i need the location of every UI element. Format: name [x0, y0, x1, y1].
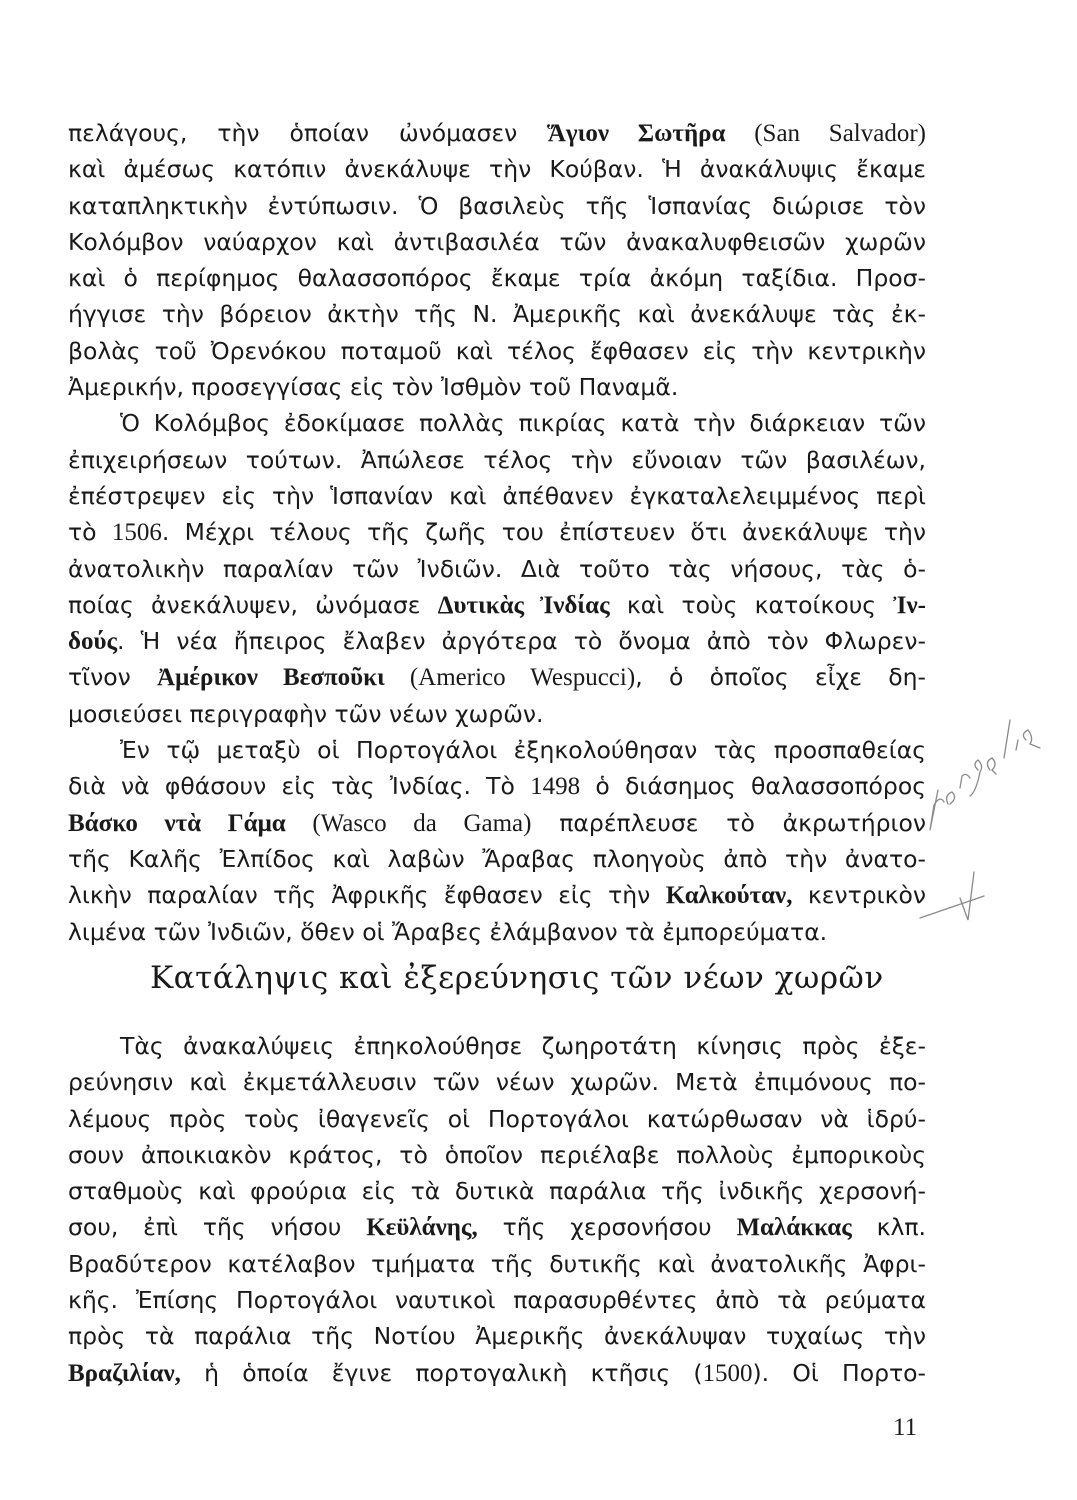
- text-line: λιμένα τῶν Ἰνδιῶν, ὅθεν οἱ Ἄραβες ἐλάμβανον τὰ ἐμπορεύματα.: [68, 917, 828, 946]
- text-line: λικὴν παραλίαν τῆς Ἀφρικῆς ἔφθασεν εἰς τὴν Καλκούταν, κεντρικὸν: [68, 881, 926, 910]
- text-line: καὶ ἀμέσως κατόπιν ἀνεκάλυψε τὴν Κούβαν. Ἡ ἀνακάλυψις ἔκαμε: [68, 155, 926, 184]
- text-line: Τὰς ἀνακαλύψεις ἐπηκολούθησε ζωηροτάτη κίνησις πρὸς ἐξε-: [120, 1032, 926, 1060]
- text-line: λέμους πρὸς τοὺς ἰθαγενεῖς οἱ Πορτογάλοι κατώρθωσαν νὰ ἱδρύ-: [68, 1104, 926, 1133]
- text-line: διὰ νὰ φθάσουν εἰς τὰς Ἰνδίας. Τὸ 1498 ὁ διάσημος θαλασσοπόρος: [68, 772, 926, 801]
- text-line: μοσιεύσει περιγραφὴν τῶν νέων χωρῶν.: [68, 699, 544, 728]
- text-line: ἐπιχειρήσεων τούτων. Ἀπώλεσε τέλος τὴν εὔνοιαν τῶν βασιλέων,: [68, 445, 926, 474]
- text-block-discoveries: [68, 115, 926, 950]
- text-line: ήγγισε τὴν βόρειον ἀκτὴν τῆς Ν. Ἀμερικῆς καὶ ἀνεκάλυψε τὰς ἐκ-: [68, 300, 926, 329]
- text-line: πρὸς τὰ παράλια τῆς Νοτίου Ἀμερικῆς ἀνεκάλυψαν τυχαίως τὴν: [68, 1322, 926, 1351]
- text-line: βολὰς τοῦ Ὀρενόκου ποταμοῦ καὶ τέλος ἔφθασεν εἰς τὴν κεντρικὴν: [68, 336, 926, 365]
- text-line: ἀνατολικὴν παραλίαν τῶν Ἰνδιῶν. Διὰ τοῦτο τὰς νήσους, τὰς ὁ-: [68, 554, 926, 583]
- bold-term: Ἀμέρικον Βεσποῦκι: [157, 664, 385, 692]
- text-line: σταθμοὺς καὶ φρούρια εἰς τὰ δυτικὰ παράλια τῆς ἰνδικῆς χερσονή-: [68, 1177, 926, 1206]
- bold-term: Καλκούταν,: [665, 882, 793, 910]
- text-line: σουν ἀποικιακὸν κράτος, τὸ ὁποῖον περιέλαβε πολλοὺς ἐμπορικοὺς: [68, 1140, 926, 1169]
- text-line: πελάγους, τὴν ὁποίαν ὠνόμασεν Ἅγιον Σωτῆρα (San Salvador): [68, 119, 926, 147]
- text-line: δούς. Ἡ νέα ἤπειρος ἔλαβεν ἀργότερα τὸ ὄνομα ἀπὸ τὸν Φλωρεν-: [68, 627, 926, 656]
- text-line: Κολόμβον ναύαρχον καὶ ἀντιβασιλέα τῶν ἀνακαλυφθεισῶν χωρῶν: [68, 227, 926, 256]
- page-number: 11: [893, 1414, 918, 1441]
- bold-term: Βάσκο ντὰ Γάμα: [68, 809, 286, 837]
- text-line: Ἀμερικήν, προσεγγίσας εἰς τὸν Ἰσθμὸν τοῦ Παναμᾶ.: [68, 373, 679, 402]
- text-line: σου, ἐπὶ τῆς νήσου Κεϋλάνης, τῆς χερσονήσου Μαλάκκας κλπ.: [68, 1213, 926, 1242]
- text-line: τῖνον Ἀμέρικον Βεσποῦκι (Americo Wespucci), ὁ ὁποῖος εἶχε δη-: [68, 663, 926, 692]
- bold-term: Βραζιλίαν,: [68, 1359, 181, 1387]
- text-line: καταπληκτικὴν ἐντύπωσιν. Ὁ βασιλεὺς τῆς Ἱσπανίας διώρισε τὸν: [68, 191, 926, 220]
- bold-term: Μαλάκκας: [736, 1214, 852, 1242]
- text-line: ἐπέστρεψεν εἰς τὴν Ἱσπανίαν καὶ ἀπέθανεν ἐγκαταλελειμμένος περὶ: [68, 481, 926, 510]
- bold-term: Ἅγιον Σωτῆρα: [547, 120, 726, 147]
- bold-term: δούς: [68, 628, 117, 656]
- text-line: κῆς. Ἐπίσης Πορτογάλοι ναυτικοὶ παρασυρθέντες ἀπὸ τὰ ρεύματα: [68, 1286, 926, 1315]
- bold-term: Δυτικὰς Ἰνδίας: [437, 591, 610, 619]
- text-line: τῆς Καλῆς Ἐλπίδος καὶ λαβὼν Ἄραβας πλοηγοὺς ἀπὸ τὴν ἀνατο-: [68, 844, 926, 873]
- bold-term: Κεϋλάνης,: [366, 1214, 478, 1242]
- text-line: Βραδύτερον κατέλαβον τμήματα τῆς δυτικῆς καὶ ἀνατολικῆς Ἀφρι-: [68, 1249, 926, 1278]
- text-line: Βραζιλίαν, ἡ ὁποία ἔγινε πορτογαλικὴ κτῆσις (1500). Οἱ Πορτο-: [68, 1358, 926, 1387]
- text-line: Βάσκο ντὰ Γάμα (Wasco da Gama) παρέπλευσε τὸ ἀκρωτήριον: [68, 808, 927, 837]
- text-line: ρεύνησιν καὶ ἐκμετάλλευσιν τῶν νέων χωρῶν. Μετὰ ἐπιμόνους πο-: [68, 1068, 926, 1097]
- text-line: Ἐν τῷ μεταξὺ οἱ Πορτογάλοι ἐξηκολούθησαν τὰς προσπαθείας: [120, 736, 926, 765]
- section-heading: Κατάληψις καὶ ἐξερεύνησις τῶν νέων χωρῶν: [150, 960, 884, 996]
- text-line: ποίας ἀνεκάλυψεν, ὠνόμασε Δυτικὰς Ἰνδίας καὶ τοὺς κατοίκους Ἰν-: [68, 590, 926, 619]
- text-line: καὶ ὁ περίφημος θαλασσοπόρος ἔκαμε τρία ἀκόμη ταξίδια. Προσ-: [68, 264, 926, 293]
- text-line: Ὁ Κολόμβος ἐδοκίμασε πολλὰς πικρίας κατὰ τὴν διάρκειαν τῶν: [120, 409, 926, 438]
- text-line: τὸ 1506. Μέχρι τέλους τῆς ζωῆς του ἐπίστευεν ὅτι ἀνεκάλυψε τὴν: [68, 518, 926, 547]
- bold-term: Ἰν-: [893, 591, 926, 619]
- text-block-exploration: [68, 1028, 926, 1391]
